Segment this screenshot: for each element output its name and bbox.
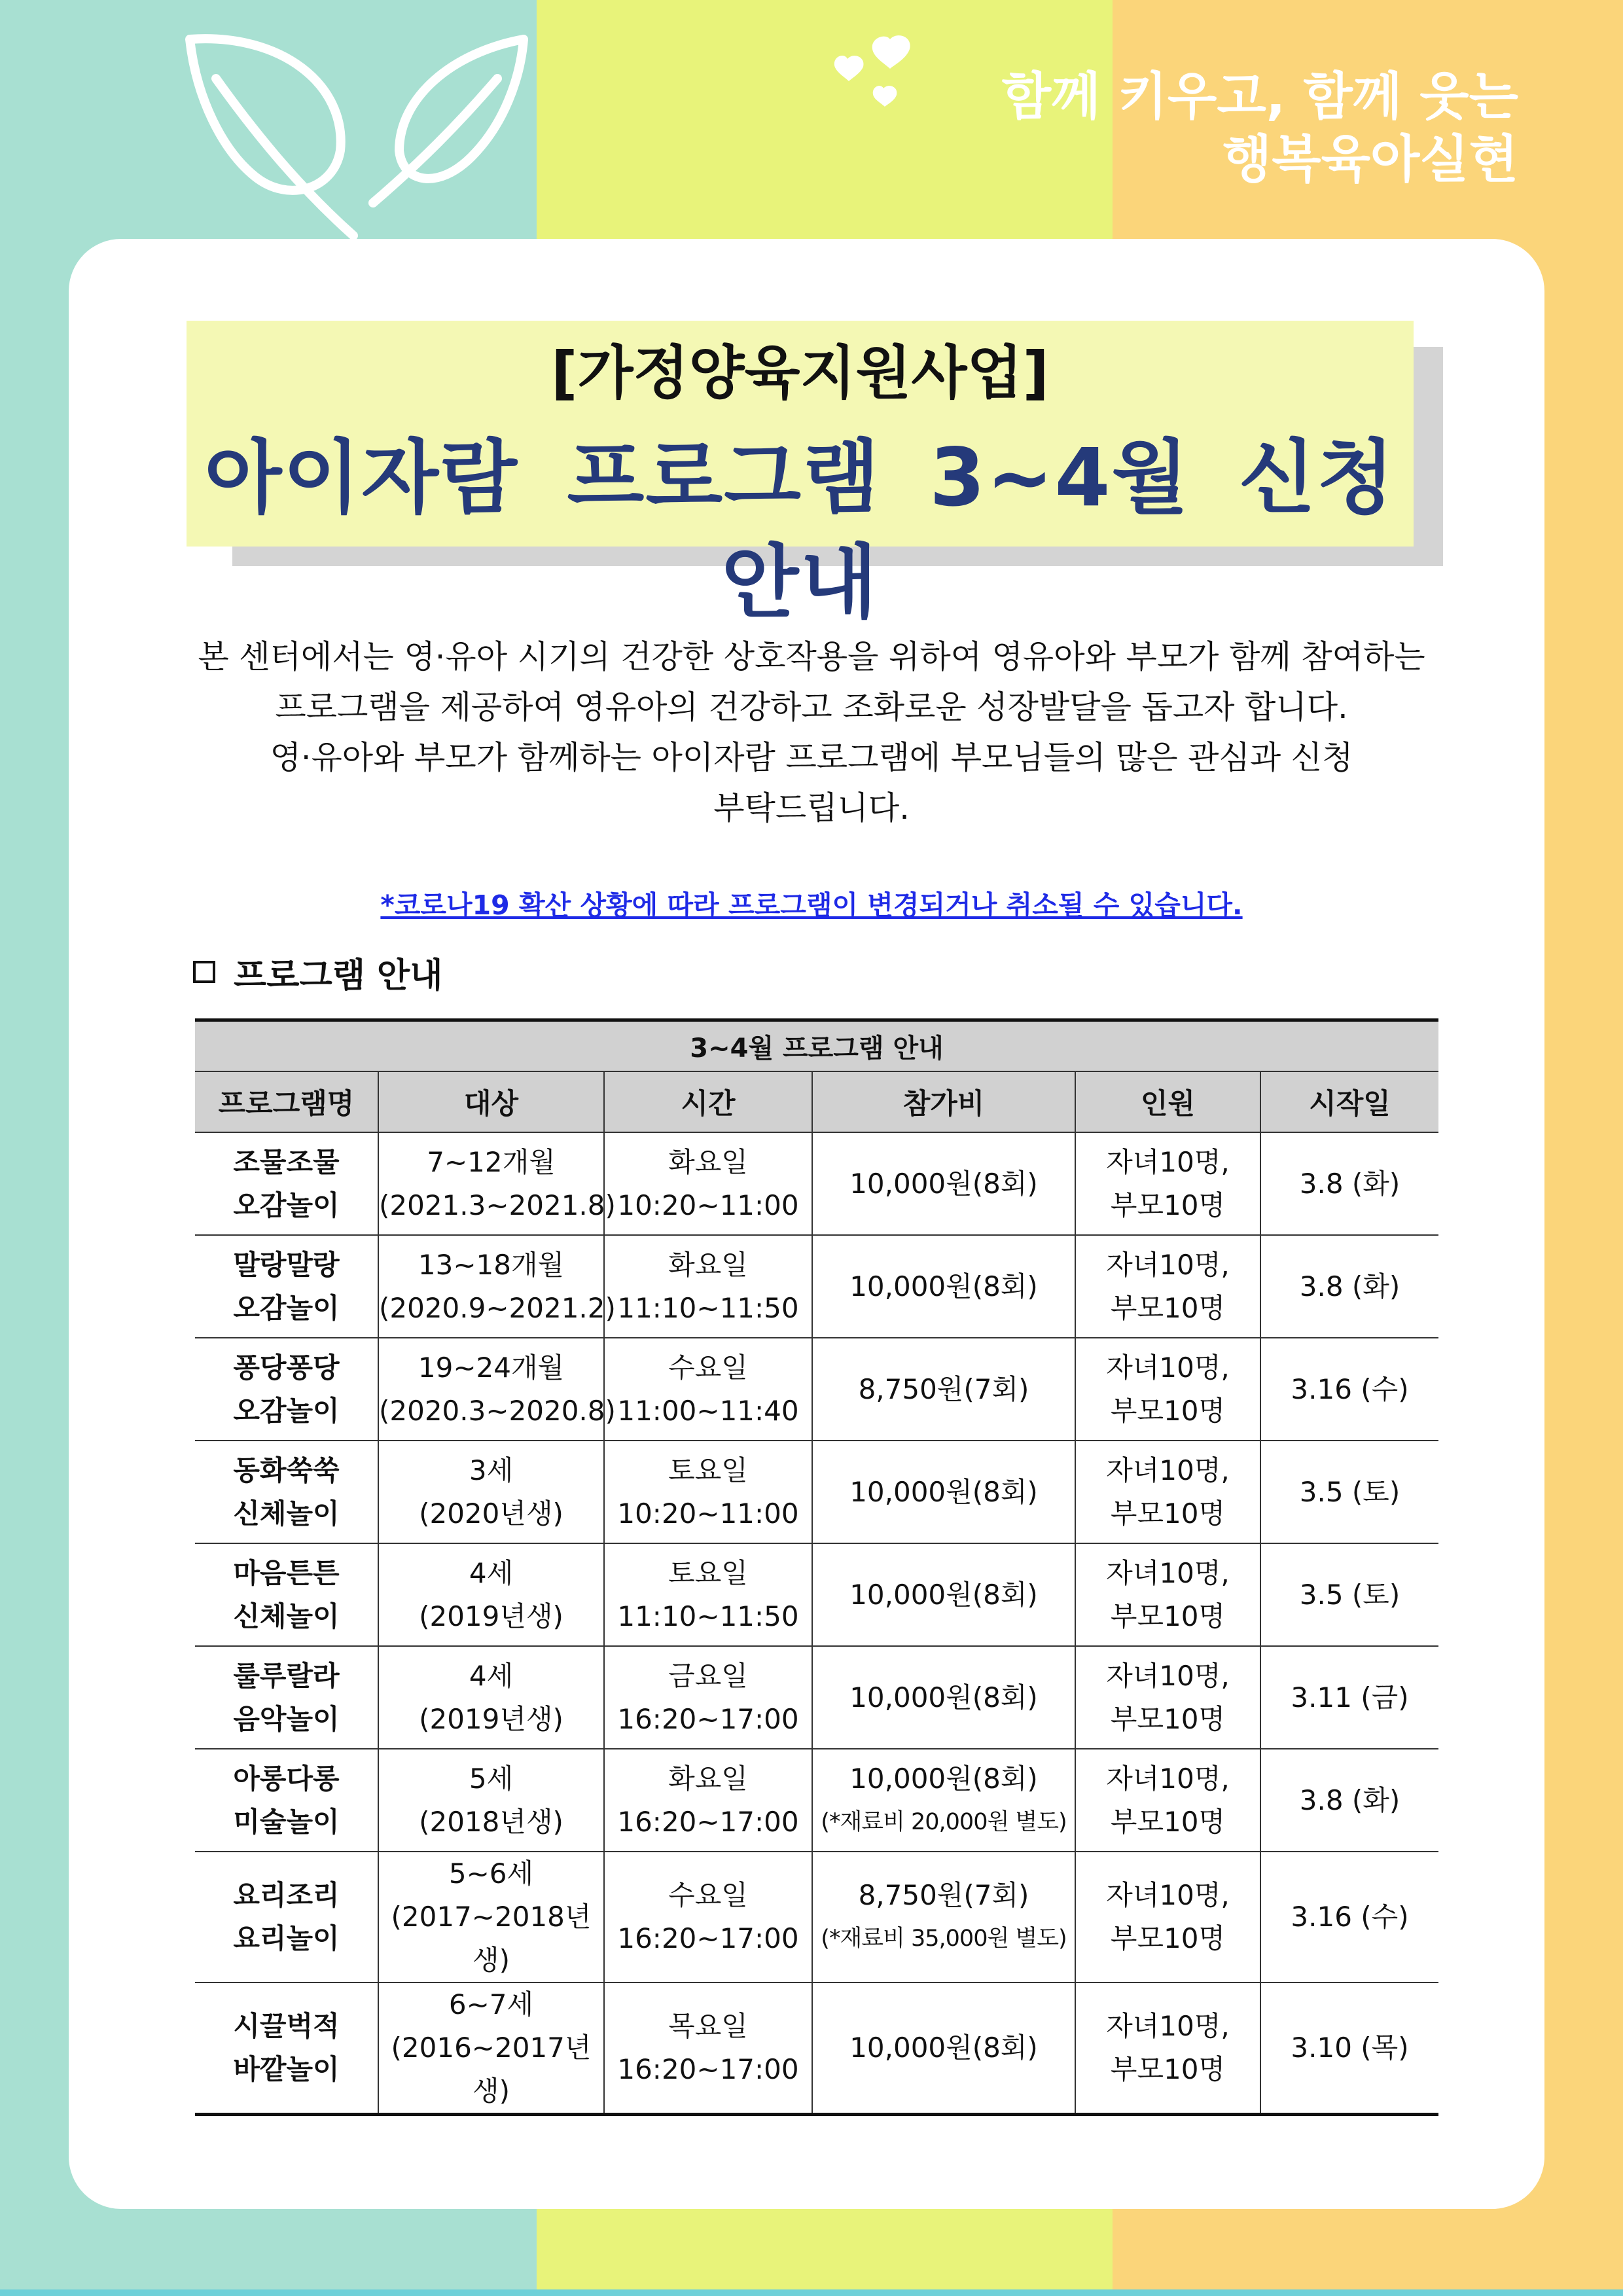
cell-fee: [812, 1543, 1075, 1646]
cell-text: 5~6세: [448, 1857, 534, 1890]
cell-text: 8,750원(7회): [858, 1372, 1029, 1405]
page-title: 아이자람 프로그램 3~4월 신청안내: [204, 431, 1396, 629]
cell-start-date: 3.8 (화): [1260, 1749, 1438, 1852]
cell-target: [378, 1646, 604, 1749]
cell-text: 10,000원(8회): [849, 1167, 1038, 1200]
cell-text: 수요일: [668, 1351, 748, 1384]
cell-text: 부모10명: [1110, 1497, 1226, 1530]
cell-time: [604, 1441, 812, 1543]
cell-text: (2019년생): [419, 1702, 563, 1735]
cell-fee: [812, 1441, 1075, 1543]
header-time: 시간: [604, 1071, 812, 1132]
header-program-name: 프로그램명: [195, 1071, 378, 1132]
cell-text: 3세: [469, 1454, 514, 1486]
cell-time: [604, 1338, 812, 1441]
table-row: [195, 1132, 1438, 1235]
table-header-row: [195, 1071, 1438, 1132]
cell-fee: [812, 1646, 1075, 1749]
cell-text: 오감놀이: [233, 1394, 340, 1427]
table-row: [195, 1441, 1438, 1543]
table-row: [195, 1749, 1438, 1852]
cell-text: 바깥놀이: [233, 2053, 340, 2085]
cell-text: 자녀10명,: [1106, 1556, 1230, 1589]
slogan: [1002, 65, 1518, 191]
cell-text: 수요일: [668, 1879, 748, 1911]
cell-program-name: [195, 1441, 378, 1543]
cell-text: 음악놀이: [233, 1702, 340, 1735]
cell-text: 룰루랄라: [233, 1659, 340, 1692]
cell-text: 부모10명: [1110, 1922, 1226, 1954]
header-people: 인원: [1075, 1071, 1260, 1132]
cell-text: 화요일: [668, 1145, 748, 1178]
cell-text: 토요일: [668, 1454, 748, 1486]
cell-target: [378, 1338, 616, 1441]
cell-text: 자녀10명,: [1106, 1145, 1230, 1178]
cell-text: 자녀10명,: [1106, 1248, 1230, 1281]
cell-text: 자녀10명,: [1106, 1879, 1230, 1911]
header-target: 대상: [378, 1071, 604, 1132]
cell-text: 화요일: [668, 1248, 748, 1281]
cell-text: 오감놀이: [233, 1291, 340, 1324]
cell-start-date: 3.5 (토): [1260, 1441, 1438, 1543]
cell-text: 신체놀이: [233, 1600, 340, 1632]
cell-fee: [812, 1132, 1075, 1235]
cell-people: [1075, 1441, 1260, 1543]
intro-line: 본 센터에서는 영·유아 시기의 건강한 상호작용을 위하여 영유아와 부모가 함께 참여하는: [198, 638, 1425, 675]
cell-text: 13~18개월: [418, 1248, 565, 1281]
bottom-strip: [0, 2289, 1623, 2296]
slogan-line-2: 행복육아실현: [1222, 130, 1518, 189]
cell-text: 토요일: [668, 1556, 748, 1589]
cell-text: 말랑말랑: [233, 1248, 340, 1281]
cell-text: (2019년생): [419, 1600, 563, 1632]
header-fee: 참가비: [812, 1071, 1075, 1132]
table-row: [195, 1235, 1438, 1338]
cell-text: 10,000원(8회): [849, 2032, 1038, 2064]
covid-notice: *코로나19 확산 상황에 따라 프로그램이 변경되거나 취소될 수 있습니다.: [380, 889, 1243, 921]
hearts-icon: [828, 33, 933, 111]
cell-time: [604, 1132, 812, 1235]
cell-text: 10:20~11:00: [617, 1497, 799, 1530]
cell-people: [1075, 1132, 1260, 1235]
table-caption: 3~4월 프로그램 안내: [195, 1020, 1438, 1072]
cell-text: 5세: [469, 1762, 514, 1795]
cell-start-date: 3.5 (토): [1260, 1543, 1438, 1646]
cell-text: 부모10명: [1110, 2053, 1226, 2085]
cell-start-date: 3.16 (수): [1260, 1338, 1438, 1441]
cell-text: (2020년생): [419, 1497, 563, 1530]
cell-text: (*재료비 20,000원 별도): [821, 1808, 1067, 1835]
table-row: [195, 1982, 1438, 2115]
cell-text: 아롱다롱: [233, 1762, 340, 1795]
cell-time: [604, 1852, 812, 1982]
cell-fee: [812, 1982, 1075, 2115]
cell-people: [1075, 1982, 1260, 2115]
cell-time: [604, 1235, 812, 1338]
cell-text: 8,750원(7회): [858, 1879, 1029, 1911]
cell-text: 미술놀이: [233, 1805, 340, 1838]
cell-text: 마음튼튼: [233, 1556, 340, 1589]
cell-target: [378, 1749, 604, 1852]
cell-start-date: 3.8 (화): [1260, 1132, 1438, 1235]
cell-fee: [812, 1235, 1075, 1338]
section-heading: [193, 949, 443, 995]
cell-text: 6~7세: [448, 1988, 534, 2020]
cell-text: 11:10~11:50: [617, 1291, 799, 1324]
cell-program-name: [195, 1646, 378, 1749]
cell-program-name: [195, 1543, 378, 1646]
cell-program-name: [195, 1852, 378, 1982]
cell-text: 10,000원(8회): [849, 1681, 1038, 1713]
cell-target: [378, 1982, 604, 2115]
intro-line: 부탁드립니다.: [713, 789, 910, 827]
cell-text: 부모10명: [1110, 1600, 1226, 1632]
cell-text: 10,000원(8회): [849, 1270, 1038, 1302]
cell-program-name: [195, 1132, 378, 1235]
cell-text: 4세: [469, 1659, 514, 1692]
cell-fee: [812, 1852, 1075, 1982]
cell-start-date: 3.11 (금): [1260, 1646, 1438, 1749]
cell-text: (2020.3~2020.8): [379, 1394, 616, 1427]
intro-paragraph: [183, 632, 1440, 833]
cell-fee: [812, 1338, 1075, 1441]
cell-text: 7~12개월: [427, 1145, 556, 1178]
cell-target: [378, 1543, 604, 1646]
cell-text: (2016~2017년생): [391, 2032, 592, 2107]
cell-text: 11:00~11:40: [617, 1394, 799, 1427]
cell-time: [604, 1646, 812, 1749]
cell-program-name: [195, 1982, 378, 2115]
cell-text: 퐁당퐁당: [233, 1351, 340, 1384]
cell-text: 4세: [469, 1556, 514, 1589]
table-row: [195, 1543, 1438, 1646]
cell-text: 10:20~11:00: [617, 1189, 799, 1221]
cell-text: 요리놀이: [233, 1922, 340, 1954]
cell-text: 16:20~17:00: [617, 1702, 799, 1735]
cell-text: 부모10명: [1110, 1702, 1226, 1735]
cell-start-date: 3.8 (화): [1260, 1235, 1438, 1338]
cell-text: 19~24개월: [418, 1351, 565, 1384]
cell-text: 오감놀이: [233, 1189, 340, 1221]
cell-text: (2021.3~2021.8): [379, 1189, 616, 1221]
cell-start-date: 3.16 (수): [1260, 1852, 1438, 1982]
title-subtitle: [가정양육지원사업]: [551, 339, 1049, 406]
cell-text: 10,000원(8회): [849, 1578, 1038, 1611]
cell-people: [1075, 1852, 1260, 1982]
checkbox-icon: [193, 961, 215, 983]
cell-fee: [812, 1749, 1075, 1852]
cell-text: 목요일: [668, 2010, 748, 2042]
cell-text: 화요일: [668, 1762, 748, 1795]
cell-target: [378, 1852, 604, 1982]
cell-text: 자녀10명,: [1106, 1659, 1230, 1692]
cell-text: 신체놀이: [233, 1497, 340, 1530]
header-start-date: 시작일: [1260, 1071, 1438, 1132]
table-row: [195, 1338, 1438, 1441]
table-row: [195, 1646, 1438, 1749]
cell-target: [378, 1132, 616, 1235]
cell-people: [1075, 1338, 1260, 1441]
intro-line: 영·유아와 부모가 함께하는 아이자람 프로그램에 부모님들의 많은 관심과 신청: [270, 739, 1353, 776]
cell-text: 부모10명: [1110, 1291, 1226, 1324]
cell-text: 자녀10명,: [1106, 1762, 1230, 1795]
cell-text: 10,000원(8회): [849, 1475, 1038, 1508]
cell-text: 부모10명: [1110, 1189, 1226, 1221]
slogan-line-1: 함께 키우고, 함께 웃는: [1001, 67, 1518, 126]
cell-text: 자녀10명,: [1106, 1454, 1230, 1486]
cell-text: 16:20~17:00: [617, 1805, 799, 1838]
cell-text: 10,000원(8회): [849, 1762, 1038, 1795]
section-title: 프로그램 안내: [234, 956, 443, 996]
intro-line: 프로그램을 제공하여 영유아의 건강하고 조화로운 성장발달을 돕고자 합니다.: [275, 689, 1348, 726]
cell-program-name: [195, 1235, 378, 1338]
cell-text: 16:20~17:00: [617, 2053, 799, 2085]
cell-text: 요리조리: [233, 1879, 340, 1911]
cell-text: (*재료비 35,000원 별도): [821, 1926, 1067, 1952]
cell-target: [378, 1235, 616, 1338]
cell-text: 자녀10명,: [1106, 1351, 1230, 1384]
cell-program-name: [195, 1338, 378, 1441]
cell-people: [1075, 1543, 1260, 1646]
cell-text: (2018년생): [419, 1805, 563, 1838]
cell-text: 부모10명: [1110, 1394, 1226, 1427]
cell-start-date: 3.10 (목): [1260, 1982, 1438, 2115]
cell-text: (2020.9~2021.2): [379, 1291, 616, 1324]
cell-text: 금요일: [668, 1659, 748, 1692]
cell-text: 자녀10명,: [1106, 2010, 1230, 2042]
table-row: [195, 1852, 1438, 1982]
cell-text: 11:10~11:50: [617, 1600, 799, 1632]
cell-people: [1075, 1749, 1260, 1852]
cell-people: [1075, 1646, 1260, 1749]
cell-time: [604, 1982, 812, 2115]
program-table: [195, 1018, 1438, 2116]
cell-time: [604, 1749, 812, 1852]
cell-text: 조물조물: [233, 1145, 340, 1178]
cell-time: [604, 1543, 812, 1646]
cell-text: 시끌벅적: [233, 2010, 340, 2042]
cell-text: 16:20~17:00: [617, 1922, 799, 1954]
cell-target: [378, 1441, 604, 1543]
leaves-icon: [177, 26, 543, 242]
cell-text: (2017~2018년생): [391, 1901, 592, 1976]
cell-text: 부모10명: [1110, 1805, 1226, 1838]
cell-program-name: [195, 1749, 378, 1852]
cell-text: 동화쑥쑥: [233, 1454, 340, 1486]
cell-people: [1075, 1235, 1260, 1338]
